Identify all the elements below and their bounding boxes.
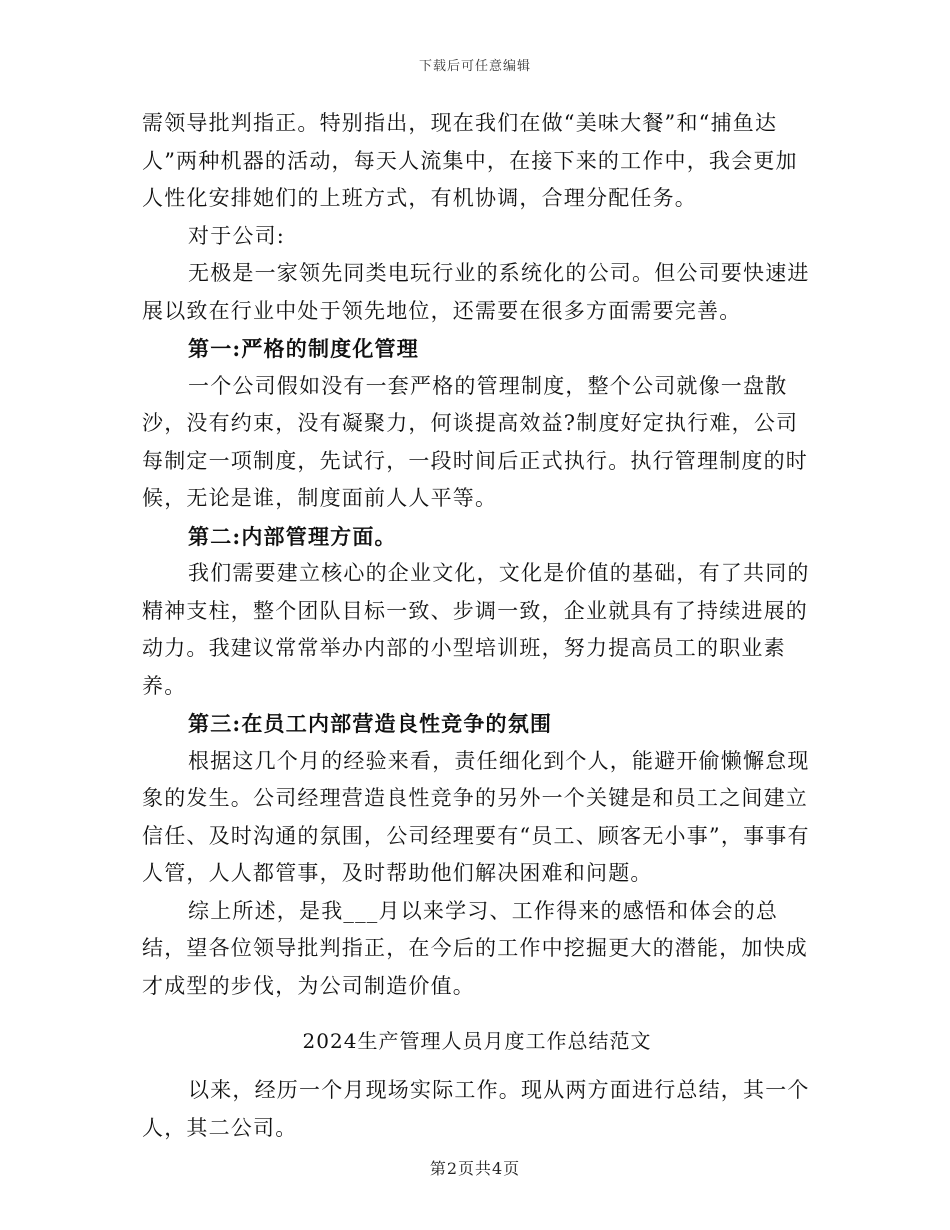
paragraph-continuation: 需领导批判指正。特别指出，现在我们在做“美味大餐”和“捕鱼达人”两种机器的活动，每天人流集中，在接下来的工作中，我会更加人性化安排她们的上班方式，有机协调，合理分配任务。 bbox=[142, 111, 798, 210]
paragraph-section-intro: 以来，经历一个月现场实际工作。现从两方面进行总结，其一个人，其二公司。 bbox=[142, 1078, 810, 1140]
page-footer: 第2页共4页 bbox=[429, 1159, 521, 1178]
heading-first-point: 第一:严格的制度化管理 bbox=[188, 336, 419, 361]
section-title: 2024生产管理人员月度工作总结范文 bbox=[302, 1029, 652, 1053]
paragraph-first-point: 一个公司假如没有一套严格的管理制度，整个公司就像一盘散沙，没有约束，没有凝聚力，何谈提高效益?制度好定执行难，公司每制定一项制度，先试行，一段时间后正式执行。执行管理制度的时候，无论是谁，制度面前人人平等。 bbox=[142, 373, 808, 510]
document-body bbox=[142, 105, 812, 1147]
paragraph-company-intro: 对于公司: bbox=[188, 223, 286, 248]
paragraph-third-point: 根据这几个月的经验来看，责任细化到个人，能避开偷懒懈怠现象的发生。公司经理营造良性竞争的另外一个关键是和员工之间建立信任、及时沟通的氛围，公司经理要有“员工、顾客无小事”，事事有人管，人人都管事，及时帮助他们解决困难和问题。 bbox=[142, 748, 810, 885]
heading-third-point: 第三:在员工内部营造良性竞争的氛围 bbox=[188, 711, 553, 736]
paragraph-summary: 综上所述，是我___月以来学习、工作得来的感悟和体会的总结，望各位领导批判指正，在今后的工作中挖掘更大的潜能，加快成才成型的步伐，为公司制造价值。 bbox=[142, 898, 808, 998]
paragraph-company-description: 无极是一家领先同类电玩行业的系统化的公司。但公司要快速进展以致在行业中处于领先地位，还需要在很多方面需要完善。 bbox=[142, 261, 810, 323]
heading-second-point: 第二:内部管理方面。 bbox=[188, 523, 397, 549]
paragraph-second-point: 我们需要建立核心的企业文化，文化是价值的基础，有了共同的精神支柱，整个团队目标一致、步调一致，企业就具有了持续进展的动力。我建议常常举办内部的小型培训班，努力提高员工的职业素养。 bbox=[142, 561, 810, 698]
page-header: 下载后可任意编辑 bbox=[418, 59, 531, 74]
